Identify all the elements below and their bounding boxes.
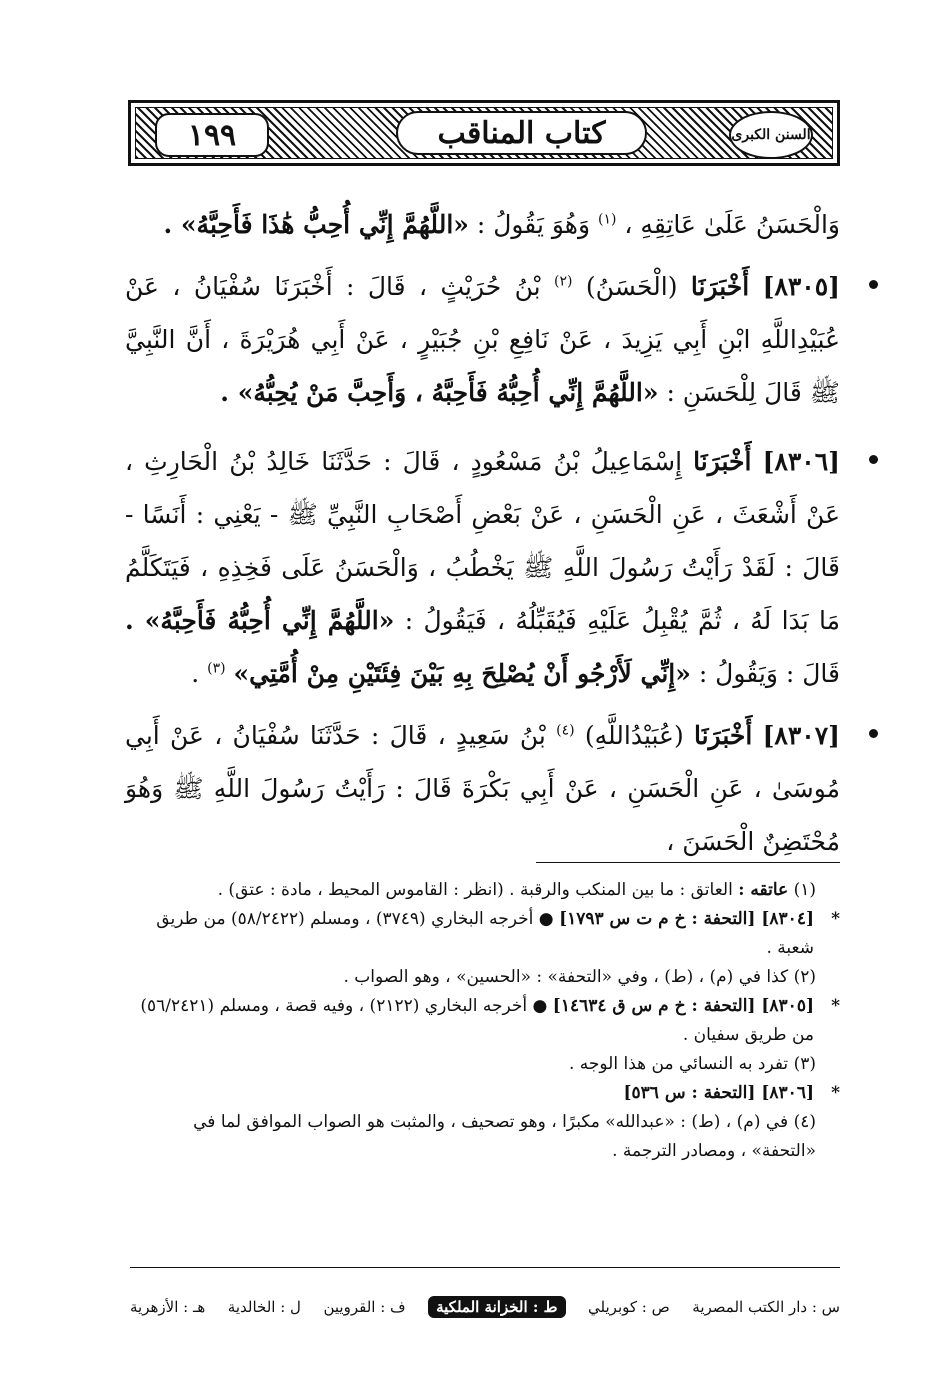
takhrij-ref: [٨٣٠٤] [التحفة : خ م ت س ١٧٩٣] [559, 909, 814, 929]
opening-text: وَالْحَسَنُ عَلَىٰ عَاتِقِهِ ، [624, 210, 840, 239]
entry-text: بْنُ سَعِيدٍ ، قَالَ : حَدَّثَنَا سُفْيَانُ ، عَنْ أَبِي مُوسَىٰ ، عَنِ الْحَسَنِ ، عَنْ أَبِي بَكْرَةَ قَالَ : رَأَيْتُ رَسُولَ اللَّهِ ﷺ وَهُوَ مُحْتَضِنٌ الْحَسَنَ ، [125, 721, 840, 856]
takhrij-ref: [٨٣٠٥] [التحفة : خ م س ق ١٤٦٣٤] [552, 996, 814, 1016]
entry-8307 [125, 709, 840, 868]
entry-ref: [٨٣٠٥] [762, 272, 840, 301]
takhrij-ref: [٨٣٠٦] [التحفة : س ٥٣٦] [623, 1083, 814, 1103]
title-cartouche [396, 111, 647, 155]
footnote-number: (١) [793, 880, 816, 900]
footnote-marker-4: (٤) [556, 722, 575, 739]
logo-emblem [729, 111, 813, 159]
entry-8306 [125, 435, 840, 700]
footnote-term: عاتقه : [738, 880, 789, 900]
entry-text: بْنُ حُرَيْثٍ ، قَالَ : أَخْبَرَنَا سُفْيَانُ ، عَنْ عُبَيْدِاللَّهِ ابْنِ أَبِي يَزِيدَ ، عَنْ نَافِعِ بْنِ جُبَيْرٍ ، عَنْ أَبِي هُرَيْرَةَ ، أَنَّ النَّبِيَّ ﷺ قَالَ لِلْحَسَنِ : [125, 272, 840, 407]
page-number-box [155, 113, 269, 157]
entry-akhbarana: أَخْبَرَنَا [693, 447, 752, 476]
footnotes [125, 876, 840, 1166]
entry-hadith: «اللَّهُمَّ إِنِّي أُحِبُّهُ فَأَحِبَّهُ ، وَأَحِبَّ مَنْ يُحِبُّهُ» . [220, 378, 659, 407]
legend-item: ص : كوبريلي [588, 1298, 670, 1316]
takhrij-8304 [125, 905, 840, 963]
takhrij-8306 [125, 1079, 840, 1108]
bullet-icon [869, 729, 878, 738]
entry-text: (عُبَيْدُاللَّهِ) [584, 721, 684, 750]
legend-item: س : دار الكتب المصرية [692, 1298, 840, 1316]
bullet-icon [869, 455, 878, 464]
main-text [125, 198, 840, 868]
footnote-marker-2: (٢) [554, 273, 573, 290]
takhrij-text: ● أخرجه البخاري (٢١٢٢) ، وفيه قصة ، ومسلم (٥٦/٢٤٢١) من طريق سفيان . [140, 996, 814, 1045]
legend-rule [130, 1267, 840, 1268]
footnote-number: (٤) [793, 1112, 816, 1132]
book-title: كتاب المناقب [437, 115, 606, 151]
entry-ref: [٨٣٠٦] [762, 447, 840, 476]
legend-item: ل : الخالدية [227, 1298, 301, 1316]
footnote-number: (٣) [793, 1054, 816, 1074]
footnote-4 [125, 1108, 840, 1166]
legend-item: ف : القرويين [323, 1298, 406, 1316]
entry-hadith-2: «إِنِّي لَأَرْجُو أَنْ يُصْلِحَ بِهِ بَيْنَ فِئَتَيْنِ مِنْ أُمَّتِي» [233, 659, 691, 688]
footnote-text: تفرد به النسائي من هذا الوجه . [568, 1054, 789, 1074]
footnote-marker-1: (١) [597, 211, 617, 228]
footnote-separator [536, 862, 840, 863]
footnote-2 [125, 963, 840, 992]
opening-hadith: «اللَّهُمَّ إِنِّي أُحِبُّ هَٰذَا فَأَحِبَّهُ» . [163, 210, 469, 239]
opening-paragraph [125, 198, 840, 251]
entry-8305 [125, 260, 840, 419]
entry-akhbarana: أَخْبَرَنَا [693, 721, 753, 750]
bullet-icon [869, 280, 878, 289]
footnote-1 [125, 876, 840, 905]
footnote-text: العاتق : ما بين المنكب والرقبة . (انظر : القاموس المحيط ، مادة : عتق) . [217, 880, 733, 900]
star-icon: * [831, 996, 840, 1016]
takhrij-text: ● أخرجه البخاري (٣٧٤٩) ، ومسلم (٥٨/٢٤٢٢) من طريق شعبة . [156, 909, 814, 958]
footnote-text: كذا في (م) ، (ط) ، وفي «التحفة» : «الحسين» ، وهو الصواب . [343, 967, 789, 987]
legend-item: هـ : الأزهرية [130, 1298, 206, 1316]
entry-akhbarana: أَخْبَرَنَا [690, 272, 750, 301]
entry-hadith-1: «اللَّهُمَّ إِنِّي أُحِبُّهُ فَأَحِبَّهُ» . [125, 606, 395, 635]
footnote-number: (٢) [793, 967, 816, 987]
star-icon: * [831, 1083, 840, 1103]
entry-ref: [٨٣٠٧] [762, 721, 840, 750]
star-icon: * [831, 909, 840, 929]
manuscript-legend [130, 1290, 840, 1324]
entry-text: إِسْمَاعِيلُ بْنُ مَسْعُودٍ ، قَالَ : حَدَّثَنَا خَالِدُ بْنُ الْحَارِثِ ، عَنْ أَشْعَثَ ، عَنِ الْحَسَنِ ، عَنْ بَعْضِ أَصْحَابِ النَّبِيِّ ﷺ - يَعْنِي : أَنَسًا - قَالَ : لَقَدْ رَأَيْتُ رَسُولَ اللَّهِ ﷺ يَخْطُبُ ، وَالْحَسَنُ عَلَى فَخِذِهِ ، فَيَتَكَلَّمُ مَا بَدَا لَهُ ، ثُمَّ يُقْبِلُ عَلَيْهِ فَيُقَبِّلُهُ ، فَيَقُولُ : [125, 447, 840, 635]
footnote-3 [125, 1050, 840, 1079]
page-header-banner [128, 100, 840, 166]
logo-text: السنن الكبرى [731, 127, 811, 143]
footnote-marker-3: (٣) [207, 660, 226, 677]
legend-item-highlighted: ط : الخزانة الملكية [428, 1296, 565, 1318]
page-number: ١٩٩ [187, 117, 237, 153]
takhrij-8305 [125, 992, 840, 1050]
entry-text-2: قَالَ : وَيَقُولُ : [698, 659, 840, 688]
opening-text-2: وَهُوَ يَقُولُ : [476, 210, 591, 239]
entry-text: (الْحَسَنُ) [585, 272, 678, 301]
entry-end: . [191, 659, 200, 688]
footnote-text: في (م) ، (ط) : «عبدالله» مكبرًا ، وهو تصحيف ، والمثبت هو الصواب الموافق لما في «التحفة» ، ومصادر الترجمة . [193, 1112, 816, 1161]
